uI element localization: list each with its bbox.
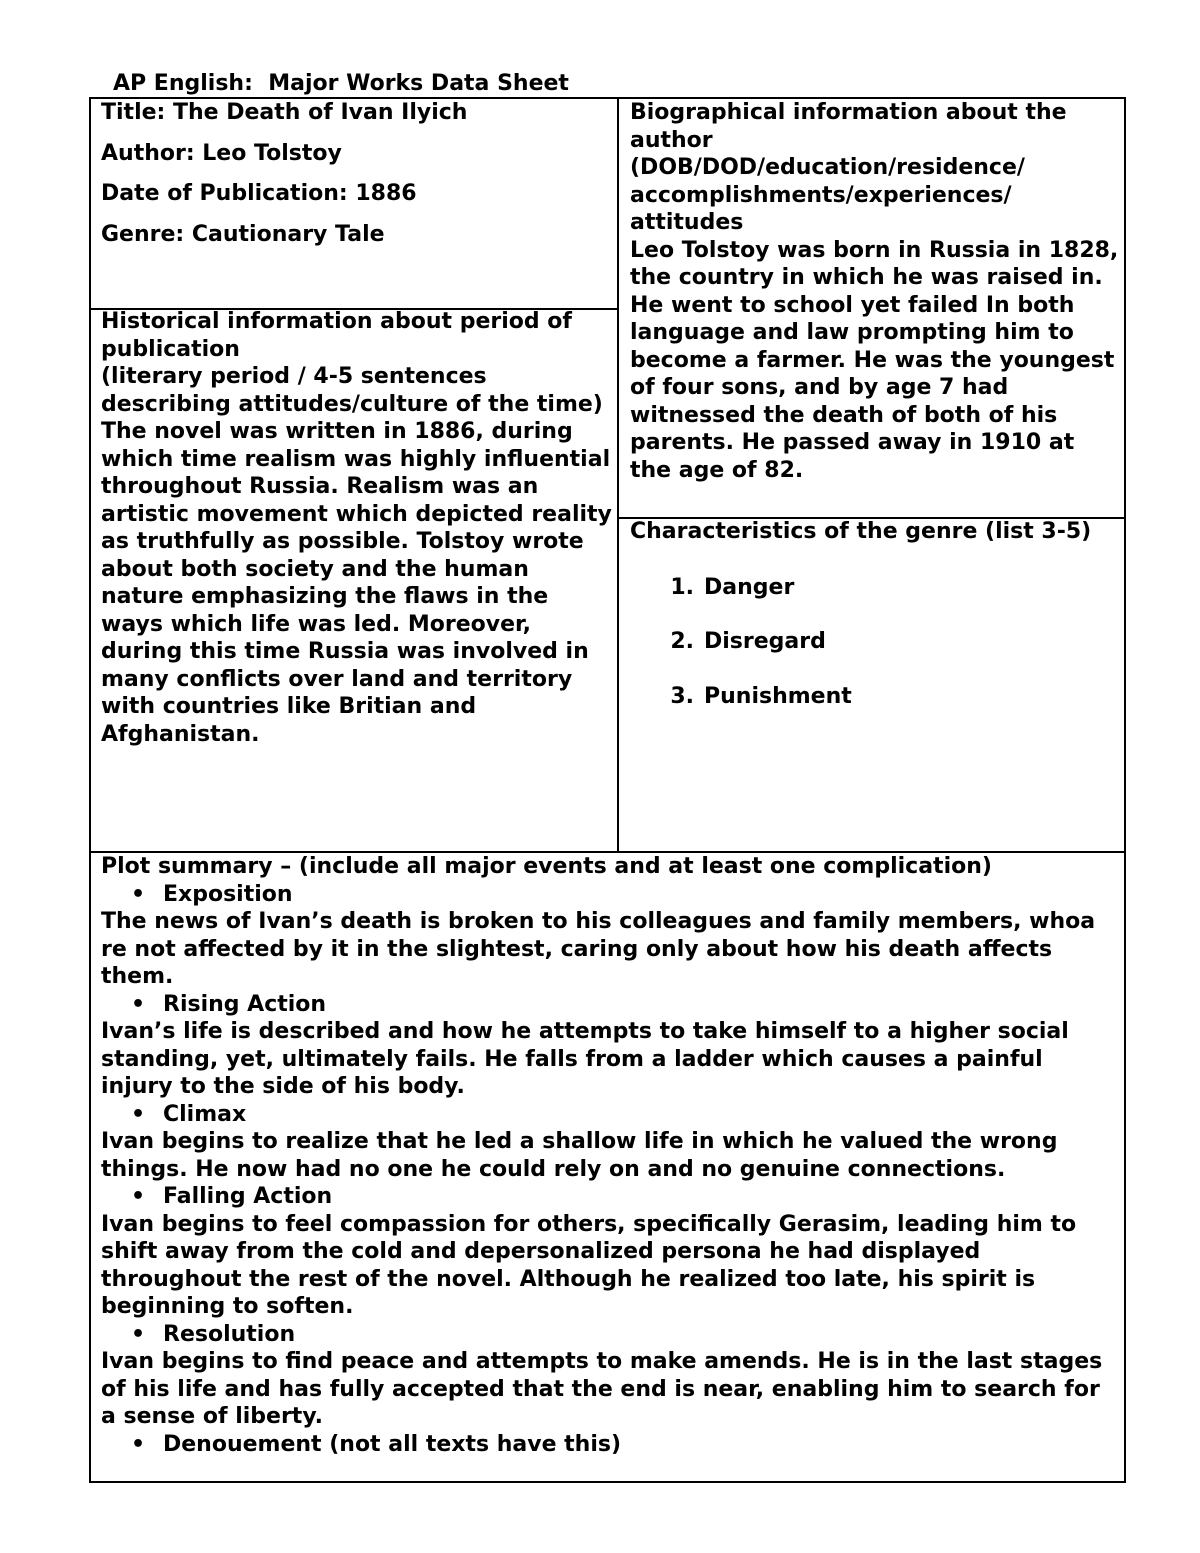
genre-list	[630, 574, 1120, 711]
plot-section-text: Ivan begins to realize that he led a shallow life in which he valued the wrong things. He now had no one he could rely on and no genuine connections.	[101, 1129, 1058, 1182]
bullet-icon: •	[130, 881, 145, 907]
publication-date: Date of Publication: 1886	[101, 181, 417, 206]
list-item	[630, 683, 1120, 711]
table-border-left	[89, 97, 91, 1483]
plot-section-text: Ivan begins to feel compassion for others, specifically Gerasim, leading him to shift away from the cold and depersonalized persona he had displayed throughout the rest of the novel. Although he realized too late, his spirit is beginning to soften.	[101, 1211, 1077, 1319]
historical-body: The novel was written in 1886, during which time realism was highly influential throughout Russia. Realism was an artistic movement which depicted reality as truthfully as possible. Tolstoy wrote about both society and the human nature emphasizing the flaws in the ways which life was led. Moreover, during this time Russia was involved in many conflicts over land and territory with countries like Britian and Afghanistan.	[101, 419, 612, 747]
plot-section-title: Exposition	[163, 881, 293, 907]
plot-section-text: Ivan’s life is described and how he attempts to take himself to a higher social standing, yet, ultimately fails. He falls from a ladder which causes a painful injury to the side of his body.	[101, 1019, 1069, 1099]
table-border-bottom	[89, 1481, 1126, 1483]
book-genre: Genre: Cautionary Tale	[101, 221, 385, 247]
list-number: 3.	[670, 683, 694, 709]
plot-section-title: Resolution	[163, 1321, 296, 1347]
table-border-right	[1124, 97, 1126, 1483]
book-author: Author: Leo Tolstoy	[101, 140, 342, 166]
list-item	[630, 574, 1120, 602]
plot-section-title: Rising Action	[163, 991, 327, 1017]
bullet-icon: •	[130, 1184, 145, 1209]
historical-instructions: (literary period / 4-5 sentences describing attitudes/culture of the time)	[101, 364, 603, 417]
genre-heading: Characteristics of the genre (list 3-5)	[630, 519, 1092, 544]
plot-section-title: Falling Action	[163, 1184, 333, 1209]
historical-heading: Historical information about period of publication	[101, 309, 572, 362]
book-title: Title: The Death of Ivan Ilyich	[101, 100, 468, 125]
plot-summary-cell	[101, 853, 1121, 1479]
column-divider	[617, 97, 619, 853]
list-item	[630, 628, 1120, 656]
biography-body: Leo Tolstoy was born in Russia in 1828, the country in which he was raised in. He went to school yet failed In both language and law prompting him to become a farmer. He was the youngest of four sons, and by age 7 had witnessed the death of both of his parents. He passed away in 1910 at the age of 82.	[630, 237, 1119, 483]
plot-section-label	[101, 991, 1121, 1019]
basic-info-cell	[101, 99, 611, 304]
plot-section-label	[101, 1431, 1121, 1459]
plot-section-label	[101, 1183, 1121, 1211]
list-item-label: Disregard	[704, 629, 826, 654]
plot-section-title: Denouement (not all texts have this)	[163, 1431, 622, 1457]
bullet-icon: •	[130, 1431, 145, 1457]
biography-cell	[630, 99, 1120, 514]
historical-info-cell	[101, 308, 613, 848]
plot-section-label	[101, 1101, 1121, 1129]
bullet-icon: •	[130, 991, 145, 1017]
plot-section-text: The news of Ivan’s death is broken to his colleagues and family members, whoa re not affected by it in the slightest, caring only about how his death affects them.	[101, 909, 1096, 989]
list-item-label: Danger	[704, 574, 795, 600]
bullet-icon: •	[130, 1321, 145, 1347]
list-number: 1.	[670, 574, 694, 600]
plot-section-label	[101, 1321, 1121, 1349]
page-title: AP English: Major Works Data Sheet	[113, 71, 569, 96]
plot-section-label	[101, 881, 1121, 909]
list-number: 2.	[670, 629, 694, 654]
plot-section-text: Ivan begins to find peace and attempts to make amends. He is in the last stages of his life and has fully accepted that the end is near, enabling him to search for a sense of liberty.	[101, 1349, 1103, 1429]
biography-instructions: (DOB/DOD/education/residence/ accomplishments/experiences/ attitudes	[630, 155, 1025, 235]
plot-heading: Plot summary – (include all major events and at least one complication)	[101, 854, 992, 879]
bullet-icon: •	[130, 1101, 145, 1127]
plot-section-title: Climax	[163, 1101, 247, 1127]
biography-heading: Biographical information about the author	[630, 100, 1067, 153]
genre-characteristics-cell	[630, 518, 1120, 848]
list-item-label: Punishment	[704, 683, 852, 709]
